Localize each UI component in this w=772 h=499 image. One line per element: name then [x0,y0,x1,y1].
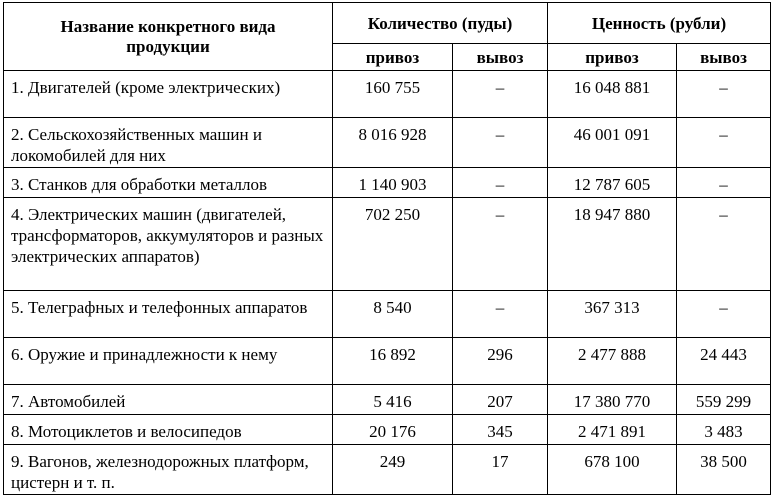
value-import: 367 313 [548,291,677,338]
table-row [4,415,771,445]
product-name: 6. Оружие и принадлежности к нему [4,338,333,385]
value-import: 46 001 091 [548,118,677,168]
quantity-import: 20 176 [333,415,453,445]
product-name: 5. Телеграфных и телефонных аппаратов [4,291,333,338]
quantity-export-header: вывоз [453,44,548,71]
quantity-export: 345 [453,415,548,445]
product-name: 9. Вагонов, железнодорожных платформ, цистерн и т. п. [4,445,333,495]
product-name: 2. Сельскохозяйственных машин и локомобилей для них [4,118,333,168]
quantity-export: – [453,168,548,198]
quantity-import: 16 892 [333,338,453,385]
trade-table [3,2,771,495]
header-row [4,3,771,44]
quantity-import: 1 140 903 [333,168,453,198]
value-export: 38 500 [677,445,771,495]
value-export: 3 483 [677,415,771,445]
table-row [4,168,771,198]
product-name-header: Название конкретного вида продукции [4,3,333,71]
value-import: 18 947 880 [548,198,677,291]
quantity-export: – [453,118,548,168]
value-export: – [677,118,771,168]
table-row [4,385,771,415]
product-name: 8. Мотоциклетов и велосипедов [4,415,333,445]
value-export: – [677,71,771,118]
table-row [4,198,771,291]
quantity-export: – [453,291,548,338]
table-row [4,71,771,118]
product-name: 3. Станков для обработки металлов [4,168,333,198]
quantity-import: 702 250 [333,198,453,291]
value-import: 17 380 770 [548,385,677,415]
quantity-export: – [453,71,548,118]
value-export-header: вывоз [677,44,771,71]
product-name: 4. Электрических машин (двигателей, трансформаторов, аккумуляторов и разных электрических аппаратов) [4,198,333,291]
quantity-import: 8 540 [333,291,453,338]
value-import: 2 477 888 [548,338,677,385]
value-import: 12 787 605 [548,168,677,198]
table-row [4,118,771,168]
table-row [4,445,771,495]
value-group-header: Ценность (рубли) [548,3,771,44]
quantity-import: 160 755 [333,71,453,118]
value-import: 2 471 891 [548,415,677,445]
value-export: – [677,198,771,291]
quantity-import: 8 016 928 [333,118,453,168]
product-name: 7. Автомобилей [4,385,333,415]
quantity-group-header: Количество (пуды) [333,3,548,44]
value-export: – [677,291,771,338]
quantity-import: 5 416 [333,385,453,415]
value-import: 678 100 [548,445,677,495]
value-export: – [677,168,771,198]
table-row [4,338,771,385]
value-import: 16 048 881 [548,71,677,118]
table-row [4,291,771,338]
value-export: 24 443 [677,338,771,385]
value-export: 559 299 [677,385,771,415]
quantity-export: 17 [453,445,548,495]
value-import-header: привоз [548,44,677,71]
quantity-export: 296 [453,338,548,385]
quantity-export: – [453,198,548,291]
product-name: 1. Двигателей (кроме электрических) [4,71,333,118]
quantity-export: 207 [453,385,548,415]
quantity-import-header: привоз [333,44,453,71]
quantity-import: 249 [333,445,453,495]
